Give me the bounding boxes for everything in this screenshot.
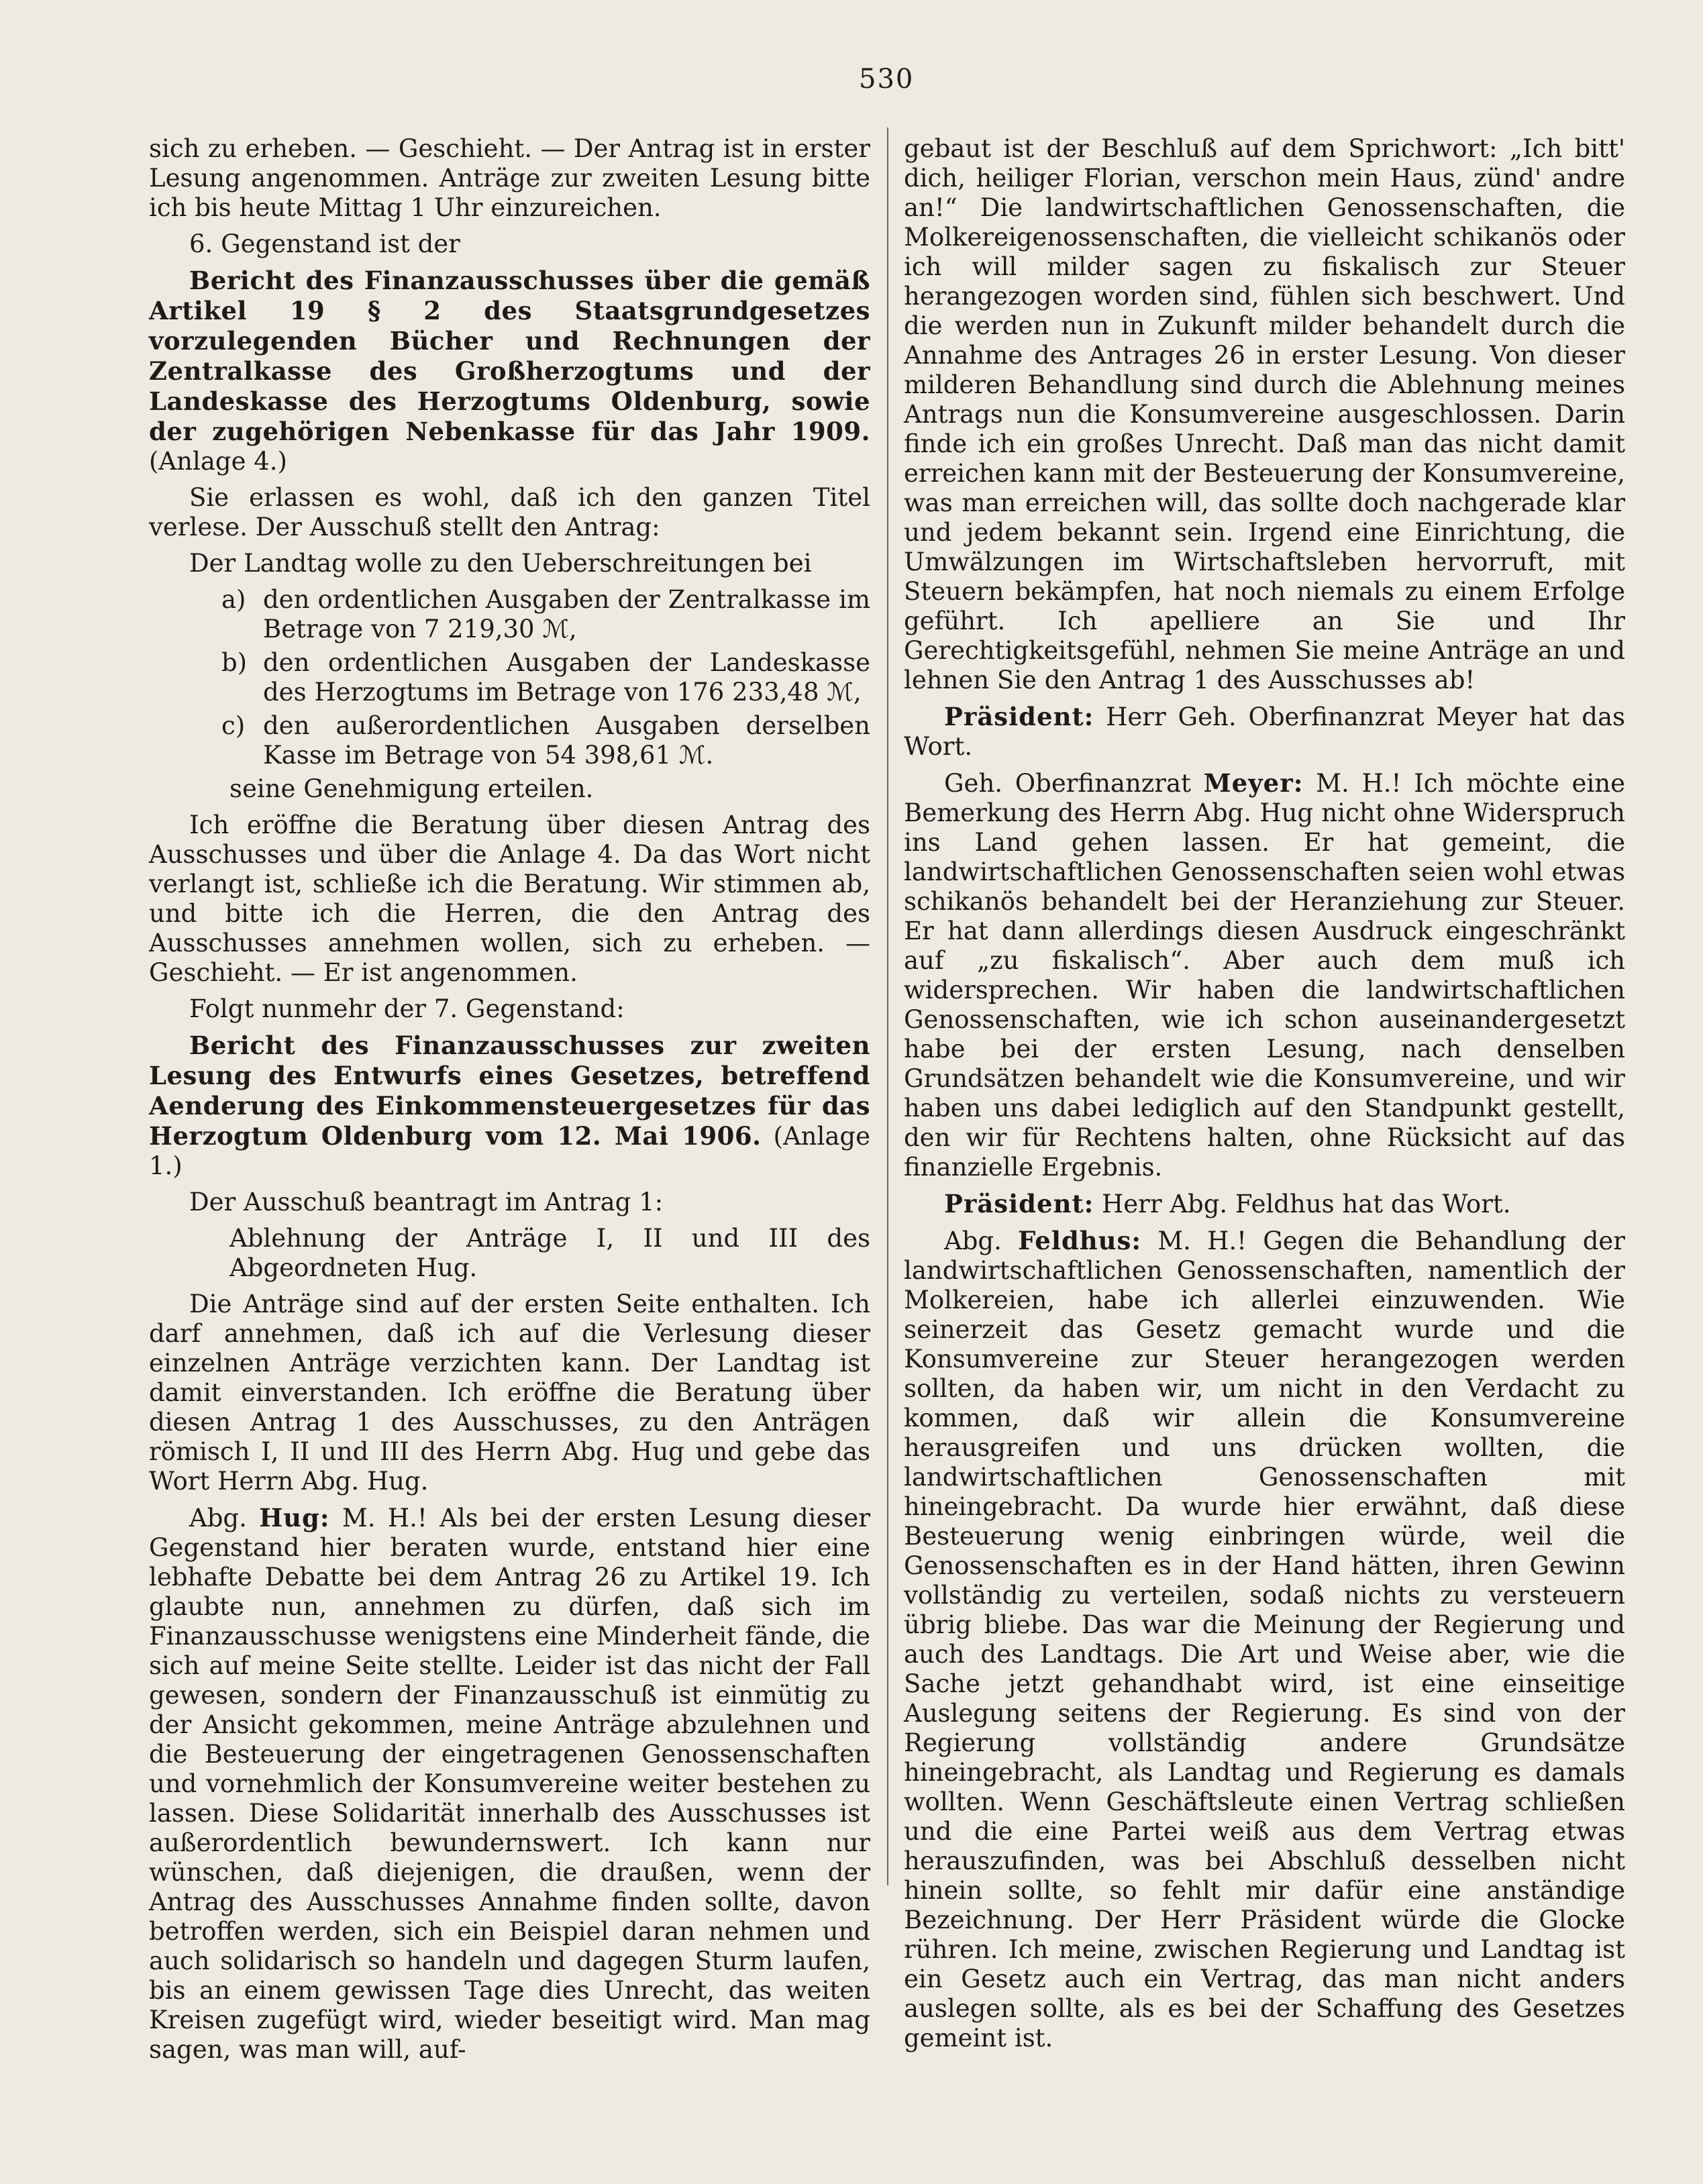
agenda-item-title — [149, 266, 870, 476]
paragraph: Folgt nunmehr der 7. Gegenstand: — [189, 994, 625, 1023]
paragraph: seine Genehmigung erteilen. — [229, 774, 594, 803]
paragraph: Ich eröffne die Beratung über diesen Antrag des Ausschusses und über die Anlage 4. Da das Wort nicht verlangt ist, schließe ich die Beratung. Wir stimmen ab, und bitte ich die Herren, die den Antrag des Ausschusses annehmen wollen, sich zu erheben. — Geschieht. — Er ist angenommen. — [149, 811, 870, 987]
speech — [904, 702, 1625, 762]
speech-text: M. H.! Gegen die Behandlung der landwirtschaftlichen Genossenschaften, namentlich der Molkereien, habe ich allerlei einzuwenden. Wie seinerzeit das Gesetz gemacht wurde und die Konsumvereine zur Steuer herangezogen werden sollten, da haben wir, um nicht in den Verdacht zu kommen, daß wir allein die Konsumvereine herausgreifen und uns drücken wollten, die landwirtschaftlichen Genossenschaften mit hineingebracht. Da wurde hier erwähnt, daß diese Besteuerung wenig einbringen würde, weil die Genossenschaften es in der Hand hätten, ihren Gewinn vollständig zu verteilen, sodaß nichts zu versteuern übrig bliebe. Das war die Meinung der Regierung und auch des Landtags. Die Art und Weise aber, wie die Sache jetzt gehandhabt wird, ist eine einseitige Auslegung seitens der Regierung. Es sind von der Regierung vollständig andere Grundsätze hineingebracht, als Landtag und Regierung es damals wollten. Wenn Geschäftsleute einen Vertrag schließen und die eine Partei weiß aus dem Vertrag etwas herauszufinden, was bei Abschluß desselben nicht hinein sollte, so fehlt mir dafür eine anständige Bezeichnung. Der Herr Präsident würde die Glocke rühren. Ich meine, zwischen Regierung und Landtag ist ein Gesetz auch ein Vertrag, das man nicht anders auslegen sollte, als es bei der Schaffung des Gesetzes gemeint ist. — [904, 1227, 1625, 2052]
agenda-item-title — [149, 1031, 870, 1181]
right-column — [904, 134, 1625, 2060]
agenda-title-annex: (Anlage 1.) — [149, 1122, 870, 1180]
speech — [904, 1226, 1625, 2053]
agenda-title-text: Bericht des Finanzausschusses zur zweiten Lesung des Entwurfs eines Gesetzes, betreffend Aenderung des Einkommensteuergesetzes für das Herzogtum Oldenburg vom 12. Mai 1906. — [149, 1031, 870, 1151]
speech-text: Herr Geh. Oberfinanzrat Meyer hat das Wort. — [904, 703, 1625, 761]
speech — [149, 1503, 870, 2065]
paragraph: Der Ausschuß beantragt im Antrag 1: — [189, 1188, 664, 1216]
speaker-name: Hug: — [259, 1503, 330, 1532]
list-text: den außerordentlichen Ausgaben derselben Kasse im Betrage von 54 398,61 ℳ. — [263, 711, 870, 770]
list-text: den ordentlichen Ausgaben der Zentralkasse im Betrage von 7 219,30 ℳ, — [263, 585, 870, 643]
speech-text: M. H.! Ich möchte eine Bemerkung des Herrn Abg. Hug nicht ohne Widerspruch ins Land gehen lassen. Er hat gemeint, die landwirtschaftlichen Genossenschaften seien wohl etwas schikanös behandelt bei der Heranziehung zur Steuer. Er hat dann allerdings diesen Ausdruck eingeschränkt auf „zu fiskalisch“. Aber auch dem muß ich widersprechen. Wir haben die landwirtschaftlichen Genossenschaften, wie ich schon auseinandergesetzt habe bei der ersten Lesung, nach denselben Grundsätzen behandelt wie die Konsumvereine, und wir haben uns dabei lediglich auf den Standpunkt gestellt, den wir für Rechtens halten, ohne Rücksicht auf das finanzielle Ergebnis. — [904, 769, 1625, 1182]
list-label: a) — [221, 585, 246, 614]
list-label: b) — [221, 648, 248, 677]
speaker-name: Präsident: — [944, 702, 1094, 731]
speech-text: Herr Abg. Feldhus hat das Wort. — [1094, 1190, 1511, 1218]
list-label: c) — [221, 711, 246, 740]
speaker-name: Meyer: — [1203, 768, 1304, 798]
speech — [904, 1189, 1625, 1219]
column-divider — [887, 127, 888, 1885]
list-item — [149, 585, 870, 644]
speech-text: M. H.! Als bei der ersten Lesung dieser Gegenstand hier beraten wurde, entstand hier eine lebhafte Debatte bei dem Antrag 26 zu Artikel 19. Ich glaubte nun, annehmen zu dürfen, daß sich im Finanzausschusse wenigstens eine Minderheit fände, die sich auf meine Seite stellte. Leider ist das nicht der Fall gewesen, sondern der Finanzausschuß ist einmütig zu der Ansicht gekommen, meine Anträge abzulehnen und die Besteuerung der eingetragenen Genossenschaften und vornehmlich der Konsumvereine weiter bestehen zu lassen. Diese Solidarität innerhalb des Ausschusses ist außerordentlich bewundernswert. Ich kann nur wünschen, daß diejenigen, die draußen, wenn der Antrag des Ausschusses Annahme finden sollte, davon betroffen werden, sich ein Beispiel daran nehmen und auch solidarisch so handeln und dagegen Sturm laufen, bis an einem gewissen Tage dies Unrecht, das weiten Kreisen zugefügt wird, wieder beseitigt wird. Man mag sagen, was man will, auf- — [149, 1504, 870, 2064]
page-number: 530 — [859, 64, 915, 95]
speaker-name: Feldhus: — [1018, 1226, 1142, 1255]
paragraph: sich zu erheben. — Geschieht. — Der Antrag ist in erster Lesung angenommen. Anträge zur zweiten Lesung bitte ich bis heute Mittag 1 Uhr einzureichen. — [149, 134, 870, 222]
speaker-name: Präsident: — [944, 1189, 1094, 1218]
speech — [904, 768, 1625, 1182]
list-text: den ordentlichen Ausgaben der Landeskasse des Herzogtums im Betrage von 176 233,48 ℳ, — [263, 648, 870, 707]
paragraph: Ablehnung der Anträge I, II und III des Abgeordneten Hug. — [229, 1224, 870, 1282]
agenda-title-annex: (Anlage 4.) — [149, 447, 287, 476]
agenda-title-text: Bericht des Finanzausschusses über die gemäß Artikel 19 § 2 des Staatsgrundgesetzes vorzulegenden Bücher und Rechnungen der Zentralkasse des Großherzogtums und der Landeskasse des Herzogtums Oldenburg, sowie der zugehörigen Nebenkasse für das Jahr 1909. — [149, 266, 870, 446]
left-column — [149, 134, 870, 2071]
speaker-prefix: Geh. Oberfinanzrat — [944, 769, 1204, 798]
paragraph: Die Anträge sind auf der ersten Seite enthalten. Ich darf annehmen, daß ich auf die Verlesung dieser einzelnen Anträge verzichten kann. Der Landtag ist damit einverstanden. Ich eröffne die Beratung über diesen Antrag 1 des Ausschusses, zu den Anträgen römisch I, II und III des Herrn Abg. Hug und gebe das Wort Herrn Abg. Hug. — [149, 1290, 870, 1496]
speaker-prefix: Abg. — [189, 1504, 260, 1532]
list-item — [149, 711, 870, 770]
speaker-prefix: Abg. — [944, 1227, 1019, 1255]
paragraph: gebaut ist der Beschluß auf dem Sprichwort: „Ich bitt' dich, heiliger Florian, verschon mein Haus, zünd' andre an!“ Die landwirtschaftlichen Genossenschaften, die Molkereigenossenschaften, die vielleicht schikanös oder ich will milder sagen zu fiskalisch zur Steuer herangezogen worden sind, fühlen sich beschwert. Und die werden nun in Zukunft milder behandelt durch die Annahme des Antrages 26 in erster Lesung. Von dieser milderen Behandlung sind durch die Ablehnung meines Antrags nun die Konsumvereine ausgeschlossen. Darin finde ich ein großes Unrecht. Daß man das nicht damit erreichen kann mit der Besteuerung der Konsumvereine, was man erreichen will, das sollte doch nachgerade klar und jedem bekannt sein. Irgend eine Einrichtung, die Umwälzungen im Wirtschaftsleben hervorruft, mit Steuern bekämpfen, hat noch niemals zu einem Erfolge geführt. Ich apelliere an Sie und Ihr Gerechtigkeitsgefühl, nehmen Sie meine Anträge an und lehnen Sie den Antrag 1 des Ausschusses ab! — [904, 134, 1625, 694]
paragraph: 6. Gegenstand ist der — [189, 229, 460, 258]
paragraph: Der Landtag wolle zu den Ueberschreitungen bei — [189, 549, 812, 578]
paragraph: Sie erlassen es wohl, daß ich den ganzen Titel verlese. Der Ausschuß stellt den Antrag: — [149, 483, 870, 541]
list-item — [149, 648, 870, 707]
